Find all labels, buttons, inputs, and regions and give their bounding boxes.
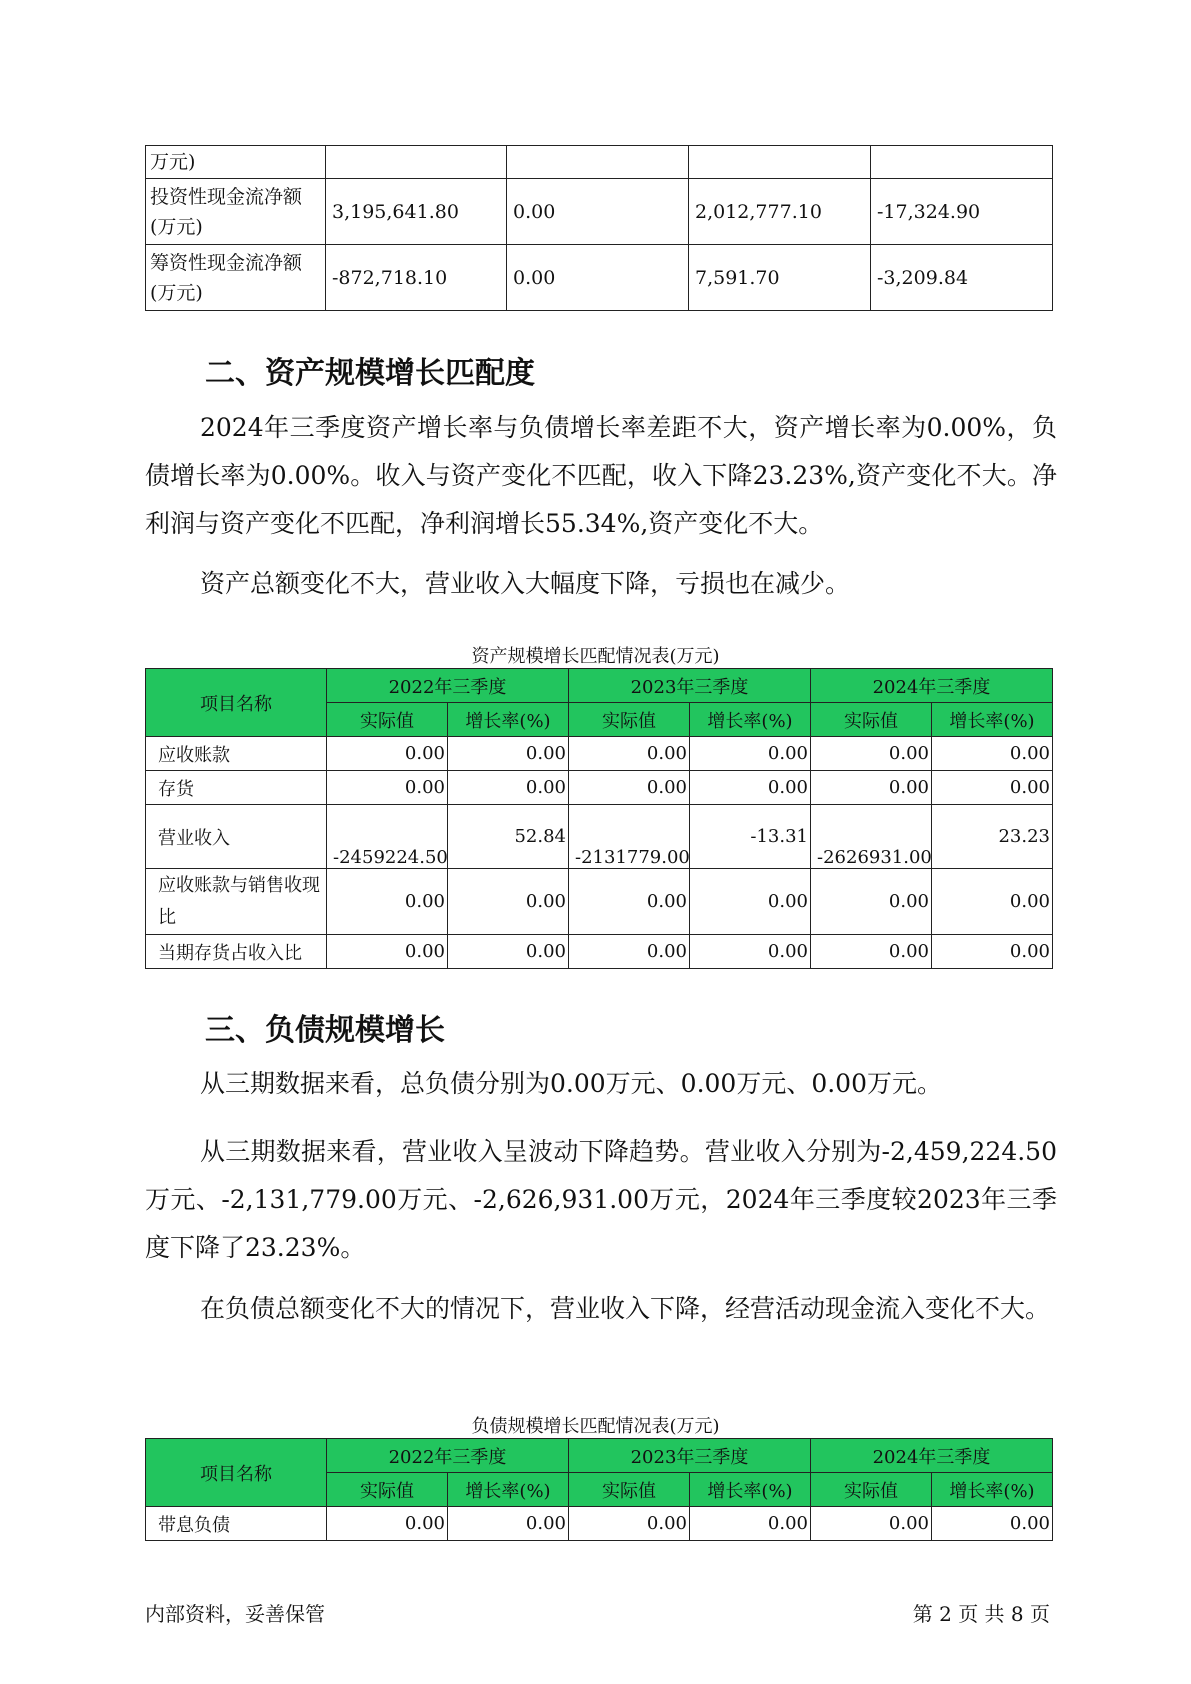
cell: 0.00 (507, 179, 689, 245)
cell: 0.00 (327, 869, 448, 935)
cell (689, 146, 871, 179)
table-header-row (146, 669, 1053, 703)
cell: 0.00 (569, 737, 690, 771)
table-row (146, 245, 1053, 311)
paragraph: 资产总额变化不大，营业收入大幅度下降，亏损也在减少。 (200, 569, 851, 598)
table-row (146, 805, 1053, 869)
row-label: 万元) (146, 146, 326, 179)
cell: 0.00 (690, 771, 811, 805)
column-header: 增长率(%) (690, 1473, 811, 1507)
section-heading: 二、资产规模增长匹配度 (205, 356, 535, 391)
cell: 0.00 (327, 737, 448, 771)
debt-match-table (145, 1438, 1053, 1541)
row-label: 筹资性现金流净额(万元) (146, 245, 326, 311)
cell: 0.00 (448, 935, 569, 969)
column-header: 2023年三季度 (569, 669, 811, 703)
table-row (146, 737, 1053, 771)
table-row (146, 146, 1053, 179)
cell: 0.00 (811, 771, 932, 805)
row-label: 投资性现金流净额(万元) (146, 179, 326, 245)
column-header: 实际值 (327, 703, 448, 737)
cell: -17,324.90 (871, 179, 1053, 245)
table-header-row (146, 1439, 1053, 1473)
cell (507, 146, 689, 179)
column-header: 增长率(%) (932, 1473, 1053, 1507)
cell: 0.00 (448, 737, 569, 771)
cell: 0.00 (507, 245, 689, 311)
cell: 0.00 (811, 869, 932, 935)
cell: 0.00 (811, 1507, 932, 1541)
table-row (146, 869, 1053, 935)
paragraph: 在负债总额变化不大的情况下，营业收入下降，经营活动现金流入变化不大。 (200, 1294, 1051, 1323)
cell: 0.00 (569, 771, 690, 805)
row-label: 营业收入 (146, 805, 327, 869)
cell: 3,195,641.80 (326, 179, 507, 245)
cell: 0.00 (448, 1507, 569, 1541)
column-header: 2023年三季度 (569, 1439, 811, 1473)
cell: -2131779.00 (569, 805, 690, 869)
paragraph: 从三期数据来看，营业收入呈波动下降趋势。营业收入分别为-2,459,224.50万元、-2,131,779.00万元、-2,626,931.00万元，2024年三季度较2023年三季度下降了23.23%。 (145, 1137, 1057, 1262)
cell (326, 146, 507, 179)
column-header: 实际值 (811, 703, 932, 737)
table-row (146, 771, 1053, 805)
cell: 0.00 (690, 1507, 811, 1541)
cell: -13.31 (690, 805, 811, 869)
column-header: 实际值 (569, 703, 690, 737)
row-label: 存货 (146, 771, 327, 805)
cell: 0.00 (327, 771, 448, 805)
column-header: 项目名称 (146, 1439, 327, 1507)
column-header: 实际值 (811, 1473, 932, 1507)
column-header: 实际值 (569, 1473, 690, 1507)
section-heading: 三、负债规模增长 (205, 1013, 445, 1048)
column-header: 2024年三季度 (811, 669, 1053, 703)
table-row (146, 1507, 1053, 1541)
row-label: 应收账款 (146, 737, 327, 771)
cell: 0.00 (690, 869, 811, 935)
footer-note: 内部资料，妥善保管 (145, 1602, 325, 1626)
column-header: 增长率(%) (932, 703, 1053, 737)
cell: 7,591.70 (689, 245, 871, 311)
cell: 0.00 (327, 1507, 448, 1541)
cell: 0.00 (932, 869, 1053, 935)
cell: 0.00 (932, 771, 1053, 805)
cell: 0.00 (569, 935, 690, 969)
cell: 52.84 (448, 805, 569, 869)
column-header: 2022年三季度 (327, 669, 569, 703)
cell: 0.00 (448, 869, 569, 935)
cell: -872,718.10 (326, 245, 507, 311)
cell: 0.00 (690, 737, 811, 771)
cell: 0.00 (448, 771, 569, 805)
column-header: 2024年三季度 (811, 1439, 1053, 1473)
cell: 0.00 (932, 1507, 1053, 1541)
row-label: 应收账款与销售收现比 (146, 869, 327, 935)
cell (871, 146, 1053, 179)
table-row (146, 935, 1053, 969)
asset-match-table (145, 668, 1053, 969)
cell: -2626931.00 (811, 805, 932, 869)
column-header: 增长率(%) (690, 703, 811, 737)
cell: 2,012,777.10 (689, 179, 871, 245)
table-row (146, 179, 1053, 245)
row-label: 带息负债 (146, 1507, 327, 1541)
cell: -3,209.84 (871, 245, 1053, 311)
paragraph: 从三期数据来看，总负债分别为0.00万元、0.00万元、0.00万元。 (200, 1069, 942, 1098)
row-label: 当期存货占收入比 (146, 935, 327, 969)
cell: 0.00 (690, 935, 811, 969)
column-header: 实际值 (327, 1473, 448, 1507)
cell: 0.00 (327, 935, 448, 969)
cell: 23.23 (932, 805, 1053, 869)
cell: 0.00 (569, 869, 690, 935)
cell: 0.00 (811, 737, 932, 771)
column-header: 增长率(%) (448, 703, 569, 737)
column-header: 增长率(%) (448, 1473, 569, 1507)
cell: -2459224.50 (327, 805, 448, 869)
cell: 0.00 (932, 935, 1053, 969)
column-header: 项目名称 (146, 669, 327, 737)
cash-flow-table (145, 145, 1053, 311)
cell: 0.00 (811, 935, 932, 969)
page-number: 第 2 页 共 8 页 (912, 1602, 1050, 1626)
table-caption: 负债规模增长匹配情况表(万元) (471, 1416, 720, 1437)
table-caption: 资产规模增长匹配情况表(万元) (471, 646, 720, 667)
cell: 0.00 (932, 737, 1053, 771)
cell: 0.00 (569, 1507, 690, 1541)
paragraph: 2024年三季度资产增长率与负债增长率差距不大，资产增长率为0.00%，负债增长率为0.00%。收入与资产变化不匹配，收入下降23.23%,资产变化不大。净利润与资产变化不匹配，净利润增长55.34%,资产变化不大。 (145, 413, 1057, 538)
column-header: 2022年三季度 (327, 1439, 569, 1473)
